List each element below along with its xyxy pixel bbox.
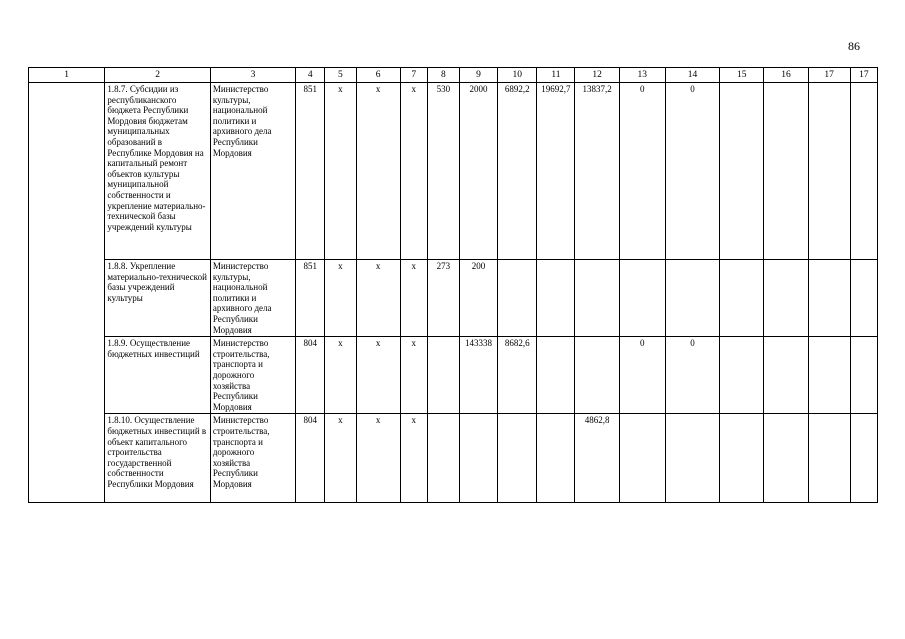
code-cell: 804 <box>296 414 325 503</box>
header-cell: 7 <box>400 68 427 83</box>
executor-cell: Министерство строительства, транспорта и дорожного хозяйства Республики Мордовия <box>210 414 295 503</box>
table-cell <box>619 260 665 337</box>
header-cell: 5 <box>325 68 356 83</box>
table-cell: 6892,2 <box>498 83 537 260</box>
table-cell: x <box>325 414 356 503</box>
header-cell: 3 <box>210 68 295 83</box>
header-cell: 17 <box>850 68 877 83</box>
table-cell <box>498 260 537 337</box>
event-name-cell: 1.8.9. Осуществление бюджетных инвестиций <box>105 337 210 414</box>
executor-cell: Министерство культуры, национальной политики и архивного дела Республики Мордовия <box>210 260 295 337</box>
table-cell <box>427 414 459 503</box>
header-cell: 9 <box>459 68 497 83</box>
event-name-cell: 1.8.8. Укрепление материально-технической базы учреждений культуры <box>105 260 210 337</box>
table-cell <box>720 83 764 260</box>
code-cell: 851 <box>296 260 325 337</box>
table-cell <box>537 260 575 337</box>
table-cell <box>537 414 575 503</box>
table-cell <box>498 414 537 503</box>
header-cell: 15 <box>720 68 764 83</box>
header-cell: 16 <box>764 68 808 83</box>
table-row <box>29 83 878 260</box>
table-cell: x <box>325 260 356 337</box>
header-cell: 1 <box>29 68 105 83</box>
table-cell: 0 <box>619 337 665 414</box>
header-cell: 11 <box>537 68 575 83</box>
header-cell: 10 <box>498 68 537 83</box>
table-cell: 143338 <box>459 337 497 414</box>
table-cell: 0 <box>665 83 719 260</box>
table-cell: x <box>400 337 427 414</box>
header-cell: 12 <box>575 68 619 83</box>
table-cell <box>808 337 850 414</box>
table-cell: 0 <box>665 337 719 414</box>
table-cell: x <box>400 83 427 260</box>
code-cell: 851 <box>296 83 325 260</box>
table-cell <box>764 260 808 337</box>
table-cell <box>720 337 764 414</box>
table-cell: 19692,7 <box>537 83 575 260</box>
table-cell <box>808 414 850 503</box>
table-cell <box>619 414 665 503</box>
table-row <box>29 337 878 414</box>
executor-cell: Министерство культуры, национальной политики и архивного дела Республики Мордовия <box>210 83 295 260</box>
page-number: 86 <box>848 39 860 53</box>
table-cell <box>764 337 808 414</box>
table-cell <box>537 337 575 414</box>
table-row <box>29 260 878 337</box>
table-cell: 2000 <box>459 83 497 260</box>
header-cell: 17 <box>808 68 850 83</box>
header-cell: 8 <box>427 68 459 83</box>
header-cell: 4 <box>296 68 325 83</box>
table-cell: x <box>356 83 400 260</box>
header-cell: 2 <box>105 68 210 83</box>
table-cell <box>808 260 850 337</box>
table-cell <box>808 83 850 260</box>
table-cell <box>575 260 619 337</box>
header-cell: 13 <box>619 68 665 83</box>
executor-cell: Министерство строительства, транспорта и дорожного хозяйства Республики Мордовия <box>210 337 295 414</box>
table-cell <box>850 83 877 260</box>
header-cell: 14 <box>665 68 719 83</box>
table-cell: x <box>356 260 400 337</box>
table-cell: x <box>356 414 400 503</box>
table-cell <box>575 337 619 414</box>
table-cell <box>764 414 808 503</box>
table-cell: 13837,2 <box>575 83 619 260</box>
table-cell: x <box>400 414 427 503</box>
table-cell: x <box>325 337 356 414</box>
header-cell: 6 <box>356 68 400 83</box>
table-cell: 200 <box>459 260 497 337</box>
table-cell: x <box>356 337 400 414</box>
table-cell <box>427 337 459 414</box>
table-cell: x <box>325 83 356 260</box>
table-cell <box>850 337 877 414</box>
table-cell <box>764 83 808 260</box>
code-cell: 804 <box>296 337 325 414</box>
table-cell: 4862,8 <box>575 414 619 503</box>
table-cell <box>720 260 764 337</box>
event-name-cell: 1.8.7. Субсидии из республиканского бюджета Республики Мордовия бюджетам муниципальных образований в Республике Мордовия на капитальный ремонт объектов культуры муниципальной собственности и укрепление материально-технической базы учреждений культуры <box>105 83 210 260</box>
table-cell: 530 <box>427 83 459 260</box>
group-cell <box>29 83 105 503</box>
table-cell <box>720 414 764 503</box>
table-cell <box>665 414 719 503</box>
table-cell <box>850 414 877 503</box>
table-cell <box>665 260 719 337</box>
table-cell: x <box>400 260 427 337</box>
table-cell: 8682,6 <box>498 337 537 414</box>
table-cell: 0 <box>619 83 665 260</box>
table-cell: 273 <box>427 260 459 337</box>
budget-table <box>28 67 878 503</box>
table-cell <box>850 260 877 337</box>
table-cell <box>459 414 497 503</box>
event-name-cell: 1.8.10. Осуществление бюджетных инвестиций в объект капитального строительства государственной собственности Республики Мордовия <box>105 414 210 503</box>
header-row <box>29 68 878 83</box>
table-row <box>29 414 878 503</box>
